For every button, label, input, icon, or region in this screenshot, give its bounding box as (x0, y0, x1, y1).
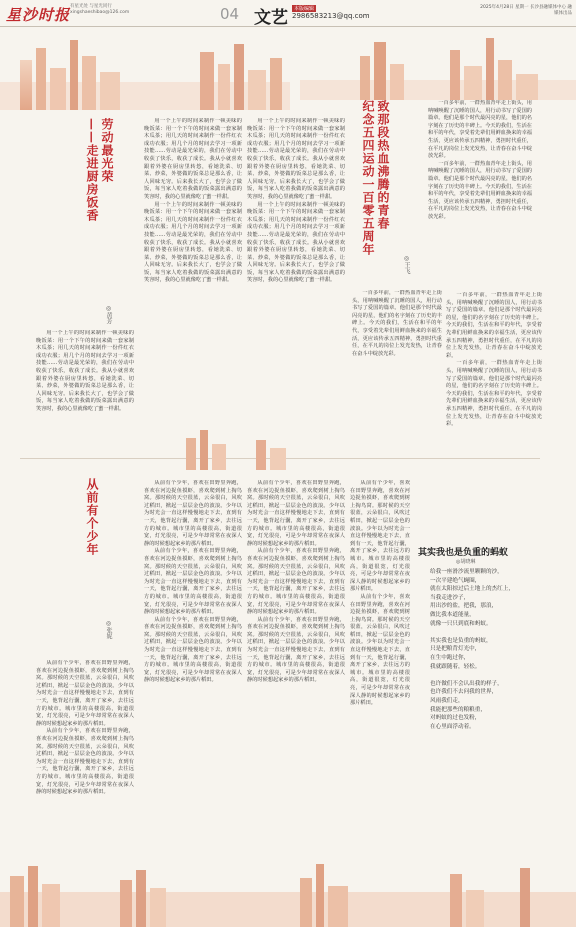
title-line: 从前有个少年 (85, 478, 99, 556)
poem-line: 做比我本道能量， (430, 611, 475, 618)
article-body-may-fourth-col2 (352, 290, 442, 410)
poem-title: 其实我也是负重的蚂蚁 (418, 548, 509, 558)
article-paragraph: 从前有个少年，喜欢在田野里奔跑，喜欢在河边捉鱼摸虾，喜欢爬到树上掏鸟窝。那时候的天空很蓝，云朵很白，风吹过稻田，掀起一层层金色的波浪。少年以为时光会一直这样慢慢地走下去，直到有一天，他背起行囊，离开了家乡，去往远方的城市。城市里的高楼很高，街道很宽，灯光很亮，可是少年却常常在夜深人静的时候想起家乡的那片稻田。 (247, 480, 345, 547)
page-number: 04 (220, 5, 240, 23)
poem-line: 我就跟随着，轻松。 (430, 663, 481, 670)
dateline: 2025年4月28日 星期一 长沙县融媒体中心 融媒体出品 (480, 5, 572, 16)
poem-line: 给我一座滑沙流里颗颗的沙， (430, 569, 503, 575)
article-title-may-fourth (360, 100, 390, 260)
poem-line: 一次平建绝气蝇圈， (430, 577, 481, 584)
article-paragraph: 用一个上午的时间来制作一顿美味的晚饭菜：用一个下午的时间来做一套家制木瓜茶；用几天的时间来制作一份件红衣成功衣服；用几个月的时间去学习一项新技能……劳动是最光荣的，我们在劳动中收获了快乐，收获了成长。我从小就喜欢跟着外婆在厨房里转悠，看她洗菜、切菜、炒菜，外婆做的饭菜总是那么香，让人回味无穷。后来我长大了，也学会了做饭，每当家人吃着我做的饭菜露出满意的笑容时，我的心里就像吃了蜜一样甜。 (247, 201, 345, 284)
article-body-may-fourth-col1 (428, 100, 532, 290)
article-paragraph: 一百多年前，一群热血青年走上街头，用呐喊唤醒了沉睡的国人，用行动书写了爱国的篇章。他们是那个时代最闪亮的星，他们的名字刻在了历史的丰碑上。今天的我们，生活在和平的年代，享受着先辈们用鲜血换来的幸福生活，更应该传承五四精神，勇担时代重任，在平凡的岗位上发光发热，让青春在奋斗中绽放光彩。 (446, 292, 542, 359)
article-paragraph: 从前有个少年，喜欢在田野里奔跑，喜欢在河边捉鱼摸虾，喜欢爬到树上掏鸟窝。那时候的天空很蓝，云朵很白，风吹过稻田，掀起一层层金色的波浪。少年以为时光会一直这样慢慢地走下去，直到有一天，他背起行囊，离开了家乡，去往远方的城市。城市里的高楼很高，街道很宽，灯光很亮，可是少年却常常在夜深人静的时候想起家乡的那片稻田。 (144, 548, 242, 616)
article-body-youth-col3 (247, 480, 345, 820)
poem-line (430, 671, 550, 680)
article-paragraph: 一百多年前，一群热血青年走上街头，用呐喊唤醒了沉睡的国人，用行动书写了爱国的篇章。他们是那个时代最闪亮的星，他们的名字刻在了历史的丰碑上。今天的我们，生活在和平的年代，享受着先辈们用鲜血换来的幸福生活，更应该传承五四精神，勇担时代重任，在平凡的岗位上发光发热，让青春在奋斗中绽放光彩。 (428, 100, 532, 160)
slogan: 有星光处 与星光同行 xingshaeshibao@126.com (70, 4, 130, 15)
poem-line: 其实我也是负重的蚂蚁， (430, 637, 492, 644)
article-paragraph: 从前有个少年，喜欢在田野里奔跑，喜欢在河边捉鱼摸虾，喜欢爬到树上掏鸟窝。那时候的天空很蓝，云朵很白，风吹过稻田，掀起一层层金色的波浪。少年以为时光会一直这样慢慢地走下去，直到有一天，他背起行囊，离开了家乡，去往远方的城市。城市里的高楼很高，街道很宽，灯光很亮，可是少年却常常在夜深人静的时候想起家乡的那片稻田。 (144, 616, 242, 684)
article-paragraph: 一百多年前，一群热血青年走上街头，用呐喊唤醒了沉睡的国人，用行动书写了爱国的篇章。他们是那个时代最闪亮的星，他们的名字刻在了历史的丰碑上。今天的我们，生活在和平的年代，享受着先辈们用鲜血换来的幸福生活，更应该传承五四精神，勇担时代重任，在平凡的岗位上发光发热，让青春在奋斗中绽放光彩。 (446, 360, 542, 428)
poem-line: 当我走进沙子， (430, 594, 470, 601)
article-paragraph: 用一个上午的时间来制作一顿美味的晚饭菜：用一个下午的时间来做一套家制木瓜茶；用几天的时间来制作一份件红衣成功衣服；用几个月的时间去学习一项新技能……劳动是最光荣的，我们在劳动中收获了快乐，收获了成长。我从小就喜欢跟着外婆在厨房里转悠，看她洗菜、切菜、炒菜，外婆做的饭菜总是那么香，让人回味无穷。后来我长大了，也学会了做饭，每当家人吃着我做的饭菜露出满意的笑容时，我的心里就像吃了蜜一样甜。 (247, 118, 345, 200)
poem-line: 在心里面浮动着。 (430, 723, 475, 730)
article-body-youth-col2 (144, 480, 242, 820)
masthead (0, 0, 576, 27)
poem-line (430, 628, 550, 637)
poem-line: 对蚂蚁的过也发粉， (430, 715, 481, 722)
article-paragraph: 一百多年前，一群热血青年走上街头，用呐喊唤醒了沉睡的国人，用行动书写了爱国的篇章。他们是那个时代最闪亮的星，他们的名字刻在了历史的丰碑上。今天的我们，生活在和平的年代，享受着先辈们用鲜血换来的幸福生活，更应该传承五四精神，勇担时代重任，在平凡的岗位上发光发热，让青春在奋斗中绽放光彩。 (352, 290, 442, 357)
poem-line: 也许做们不会认出我的样子， (430, 680, 503, 687)
section-title: 文艺 (254, 8, 288, 28)
title-line: 纪念五四运动一百零五周年 (361, 100, 375, 256)
article-paragraph: 用一个上午的时间来制作一顿美味的晚饭菜：用一个下午的时间来做一套家制木瓜茶；用几天的时间来制作一份件红衣成功衣服；用几个月的时间去学习一项新技能……劳动是最光荣的，我们在劳动中收获了快乐，收获了成长。我从小就喜欢跟着外婆在厨房里转悠，看她洗菜、切菜、炒菜，外婆做的饭菜总是那么香，让人回味无穷。后来我长大了，也学会了做饭，每当家人吃着我做的饭菜露出满意的笑容时，我的心里就像吃了蜜一样甜。 (36, 330, 134, 412)
newspaper-logo: 星沙时报 (6, 6, 71, 24)
article-paragraph: 从前有个少年，喜欢在田野里奔跑，喜欢在河边捉鱼摸虾，喜欢爬到树上掏鸟窝。那时候的天空很蓝，云朵很白，风吹过稻田，掀起一层层金色的波浪。少年以为时光会一直这样慢慢地走下去，直到有一天，他背起行囊，离开了家乡，去往远方的城市。城市里的高楼很高，街道很宽，灯光很亮，可是少年却常常在夜深人静的时候想起家乡的那片稻田。 (36, 660, 134, 727)
poem-line: 用出沙的盐，把我，那浪， (430, 603, 498, 610)
article-body-youth-col1 (36, 660, 134, 850)
article-paragraph: 从前有个少年，喜欢在田野里奔跑，喜欢在河边捉鱼摸虾，喜欢爬到树上掏鸟窝。那时候的天空很蓝，云朵很白，风吹过稻田，掀起一层层金色的波浪。少年以为时光会一直这样慢慢地走下去，直到有一天，他背起行囊，离开了家乡，去往远方的城市。城市里的高楼很高，街道很宽，灯光很亮，可是少年却常常在夜深人静的时候想起家乡的那片稻田。 (144, 480, 242, 547)
article-title-youth (84, 478, 99, 598)
article-body-may-fourth-col3 (446, 292, 542, 482)
poem-line: 只是把粮背灯光中， (430, 646, 481, 653)
city-skyline-mid (36, 430, 336, 470)
article-paragraph: 用一个上午的时间来制作一顿美味的晚饭菜：用一个下午的时间来做一套家制木瓜茶；用几天的时间来制作一份件红衣成功衣服；用几个月的时间去学习一项新技能……劳动是最光荣的，我们在劳动中收获了快乐，收获了成长。我从小就喜欢跟着外婆在厨房里转悠，看她洗菜、切菜、炒菜，外婆做的饭菜总是那么香，让人回味无穷。后来我长大了，也学会了做饭，每当家人吃着我做的饭菜露出满意的笑容时，我的心里就像吃了蜜一样甜。 (144, 118, 242, 200)
poem-line: 我能把那些的粮粮重， (430, 706, 486, 713)
article-body-labor-col3 (247, 118, 345, 408)
title-line: 劳动最光荣 (100, 118, 114, 183)
article-paragraph: 从前有个少年，喜欢在田野里奔跑，喜欢在河边捉鱼摸虾，喜欢爬到树上掏鸟窝。那时候的天空很蓝，云朵很白，风吹过稻田，掀起一层层金色的波浪。少年以为时光会一直这样慢慢地走下去，直到有一天，他背起行囊，离开了家乡，去往远方的城市。城市里的高楼很高，街道很宽，灯光很亮，可是少年却常常在夜深人静的时候想起家乡的那片稻田。 (247, 548, 345, 616)
poem-line: 风雨我们走， (430, 697, 464, 704)
article-title-labor (84, 118, 114, 308)
poem-line: 在生中跑过你， (430, 654, 470, 661)
poem-line: 就像一只只到底和蚂蚁。 (430, 620, 492, 627)
title-line: ——走进厨房饭香 (85, 118, 99, 222)
editor-tag: 本版编辑 (294, 6, 315, 12)
article-body-labor-col2 (144, 118, 242, 408)
article-paragraph: 从前有个少年，喜欢在田野里奔跑，喜欢在河边捉鱼摸虾，喜欢爬到树上掏鸟窝。那时候的天空很蓝，云朵很白，风吹过稻田，掀起一层层金色的波浪。少年以为时光会一直这样慢慢地走下去，直到有一天，他背起行囊，离开了家乡，去往远方的城市。城市里的高楼很高，街道很宽，灯光很亮，可是少年却常常在夜深人静的时候想起家乡的那片稻田。 (36, 728, 134, 796)
poem-line: 就在太阳掠过后土地上的杰红上， (430, 586, 514, 593)
editor-email: 2986583213@qq.com (292, 12, 370, 20)
article-paragraph: 用一个上午的时间来制作一顿美味的晚饭菜：用一个下午的时间来做一套家制木瓜茶；用几天的时间来制作一份件红衣成功衣服；用几个月的时间去学习一项新技能……劳动是最光荣的，我们在劳动中收获了快乐，收获了成长。我从小就喜欢跟着外婆在厨房里转悠，看她洗菜、切菜、炒菜，外婆做的饭菜总是那么香，让人回味无穷。后来我长大了，也学会了做饭，每当家人吃着我做的饭菜露出满意的笑容时，我的心里就像吃了蜜一样甜。 (144, 201, 242, 284)
poem-body (430, 568, 550, 731)
bottom-skyline-illustration (0, 862, 576, 927)
article-paragraph: 从前有个少年，喜欢在田野里奔跑，喜欢在河边捉鱼摸虾，喜欢爬到树上掏鸟窝。那时候的天空很蓝，云朵很白，风吹过稻田，掀起一层层金色的波浪。少年以为时光会一直这样慢慢地走下去，直到有一天，他背起行囊，离开了家乡，去往远方的城市。城市里的高楼很高，街道很宽，灯光很亮，可是少年却常常在夜深人静的时候想起家乡的那片稻田。 (350, 593, 410, 707)
city-skyline-illustration (0, 30, 290, 110)
poem-author: ◎胡晓琳 (456, 559, 476, 565)
city-skyline-illustration-right (300, 30, 576, 100)
title-line: 致那段热血沸腾的青春 (376, 100, 390, 230)
article-body-youth-col4 (350, 480, 410, 820)
article-author-may-fourth: ◎王飞 (403, 255, 410, 274)
article-paragraph: 从前有个少年，喜欢在田野里奔跑，喜欢在河边捉鱼摸虾，喜欢爬到树上掏鸟窝。那时候的天空很蓝，云朵很白，风吹过稻田，掀起一层层金色的波浪。少年以为时光会一直这样慢慢地走下去，直到有一天，他背起行囊，离开了家乡，去往远方的城市。城市里的高楼很高，街道很宽，灯光很亮，可是少年却常常在夜深人静的时候想起家乡的那片稻田。 (247, 616, 345, 684)
article-paragraph: 一百多年前，一群热血青年走上街头，用呐喊唤醒了沉睡的国人，用行动书写了爱国的篇章。他们是那个时代最闪亮的星，他们的名字刻在了历史的丰碑上。今天的我们，生活在和平的年代，享受着先辈们用鲜血换来的幸福生活，更应该传承五四精神，勇担时代重任，在平凡的岗位上发光发热，让青春在奋斗中绽放光彩。 (428, 160, 532, 220)
article-author-youth: ◎张妮 (105, 620, 112, 639)
article-paragraph: 从前有个少年，喜欢在田野里奔跑，喜欢在河边捉鱼摸虾，喜欢爬到树上掏鸟窝。那时候的天空很蓝，云朵很白，风吹过稻田，掀起一层层金色的波浪。少年以为时光会一直这样慢慢地走下去，直到有一天，他背起行囊，离开了家乡，去往远方的城市。城市里的高楼很高，街道很宽，灯光很亮，可是少年却常常在夜深人静的时候想起家乡的那片稻田。 (350, 480, 410, 593)
article-author-labor: ◎黄芳 (105, 305, 112, 324)
poem-line: 也许我们不去问我的世界， (430, 689, 498, 696)
